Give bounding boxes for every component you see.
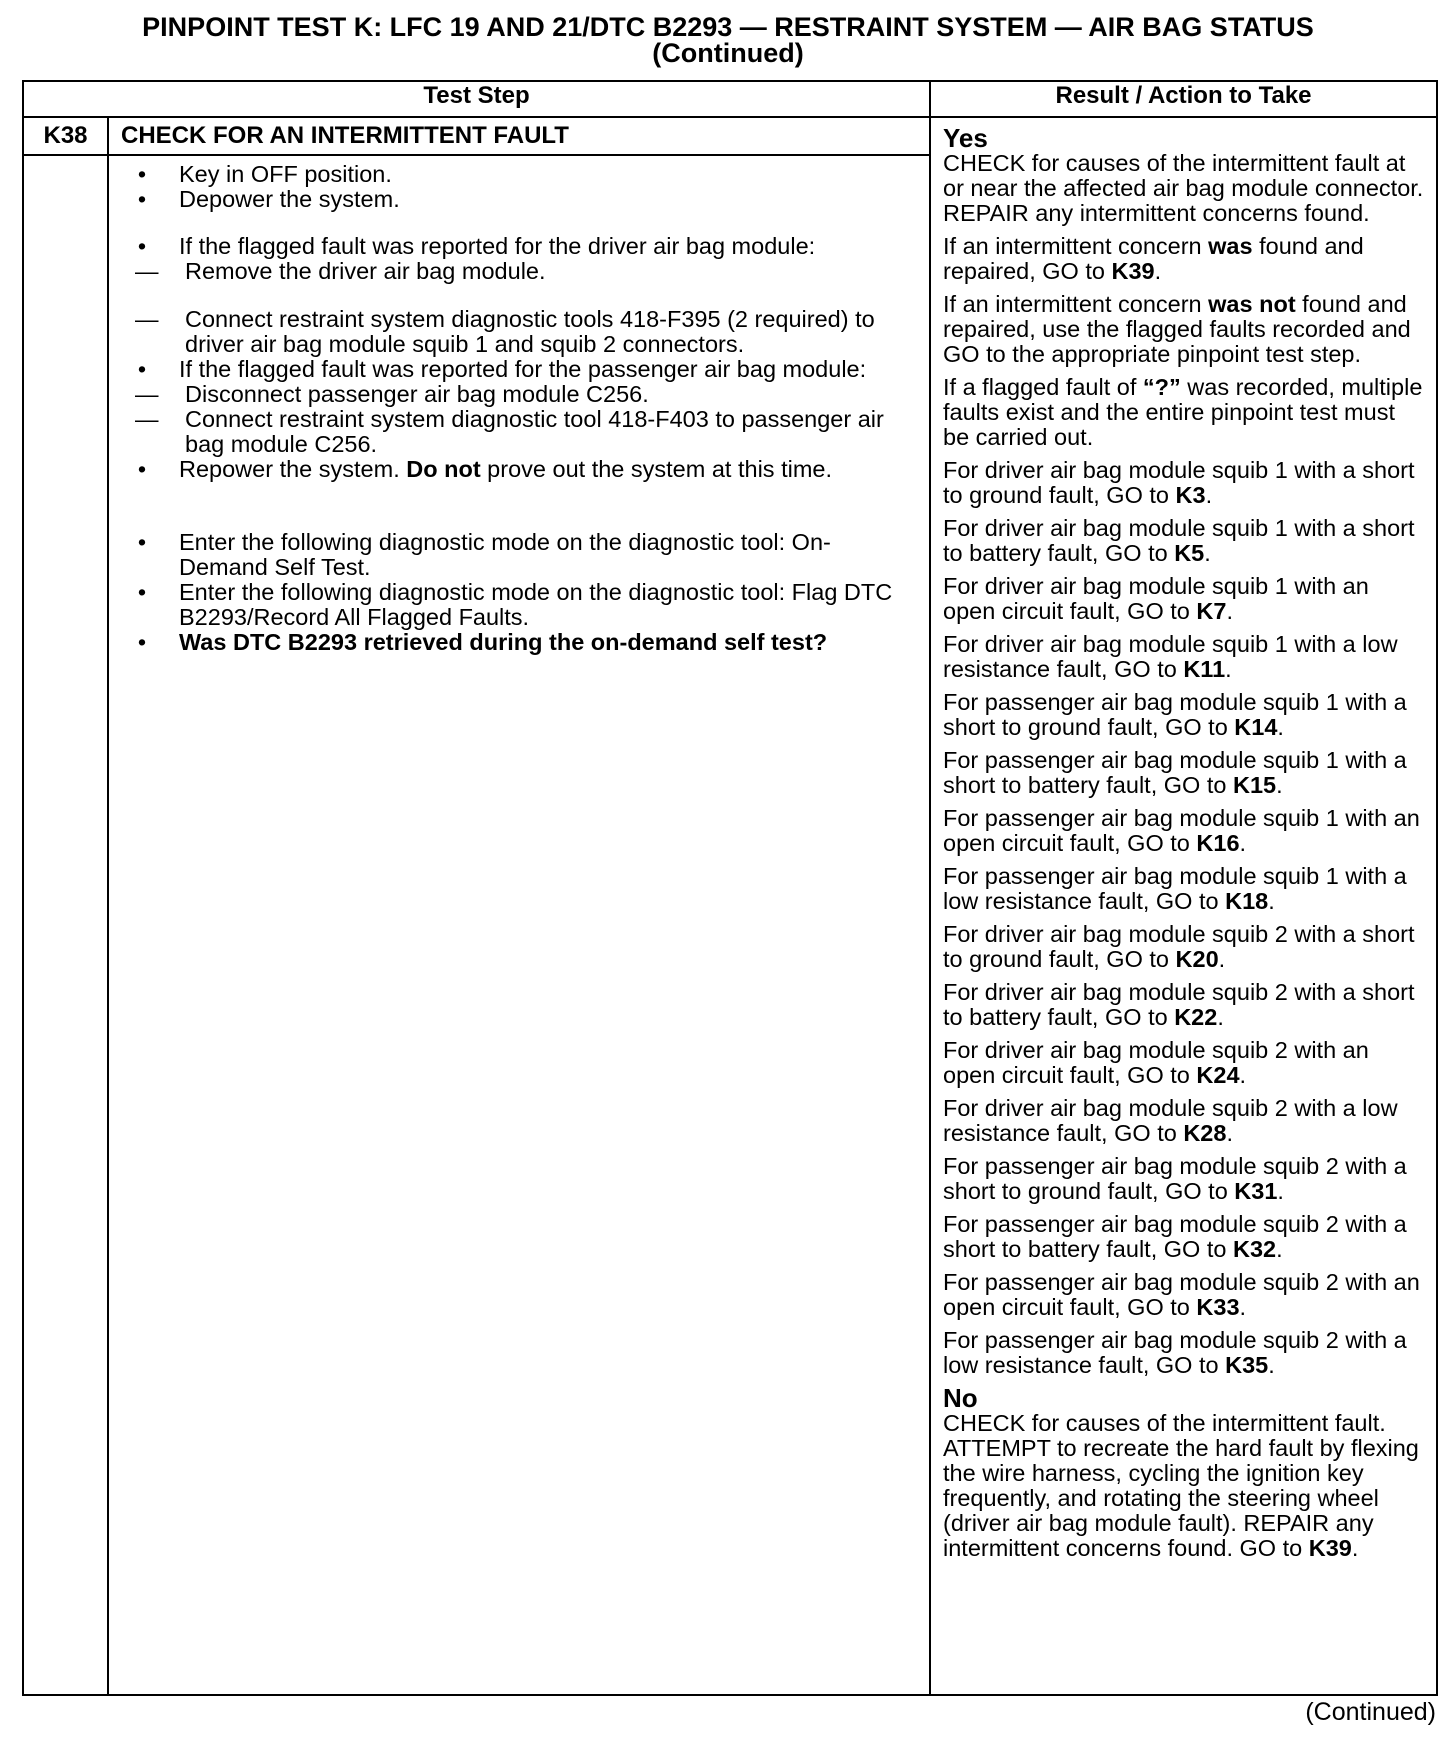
table-header-row <box>23 81 1437 117</box>
fault-routing-item: For passenger air bag module squib 2 with a short to battery fault, GO to K32. <box>943 1211 1407 1262</box>
instruction-item: • Depower the system. <box>137 186 400 212</box>
fault-routing-item: For driver air bag module squib 1 with an open circuit fault, GO to K7. <box>943 573 1369 624</box>
fault-routing-item: For driver air bag module squib 2 with a low resistance fault, GO to K28. <box>943 1095 1398 1146</box>
fault-routing-item: For passenger air bag module squib 1 with an open circuit fault, GO to K16. <box>943 805 1420 856</box>
step-link: K31 <box>1234 1178 1278 1204</box>
step-link: K18 <box>1225 888 1269 914</box>
step-link: K15 <box>1232 772 1277 798</box>
instruction-subitem: — Connect restraint system diagnostic tool 418-F403 to passenger air bag module C256. <box>135 406 884 457</box>
fault-routing-list <box>943 458 1426 1378</box>
fault-routing-item: For passenger air bag module squib 1 with a short to ground fault, GO to K14. <box>943 689 1407 740</box>
step-link: K33 <box>1196 1294 1240 1320</box>
fault-routing-item: For driver air bag module squib 2 with a short to battery fault, GO to K22. <box>943 979 1415 1030</box>
fault-routing-item: For passenger air bag module squib 1 with a low resistance fault, GO to K18. <box>943 863 1407 914</box>
step-link: K24 <box>1196 1062 1240 1088</box>
step-instructions <box>108 155 930 1695</box>
step-link: K11 <box>1183 656 1226 682</box>
title-line-1: PINPOINT TEST K: LFC 19 AND 21/DTC B2293 — RESTRAINT SYSTEM — AIR BAG STATUS <box>142 12 1314 42</box>
fault-routing-item: For driver air bag module squib 1 with a short to ground fault, GO to K3. <box>943 457 1415 508</box>
instruction-item: • Enter the following diagnostic mode on the diagnostic tool: Flag DTC B2293/Record All Flagged Faults. <box>137 579 893 630</box>
step-link: K5 <box>1174 540 1205 566</box>
step-link: K28 <box>1183 1120 1227 1146</box>
header-test-step: Test Step <box>23 81 930 117</box>
step-link: K20 <box>1175 946 1219 972</box>
header-result-action: Result / Action to Take <box>930 81 1437 117</box>
yes-found-repaired: If an intermittent concern was found and repaired, GO to K39. <box>943 233 1364 284</box>
instruction-subitem: — Remove the driver air bag module. <box>135 258 546 284</box>
yes-action: CHECK for causes of the intermittent fault at or near the affected air bag module connector. REPAIR any intermittent concerns found. <box>943 150 1424 226</box>
step-link-k39: K39 <box>1111 258 1155 284</box>
fault-routing-item: For passenger air bag module squib 2 with a short to ground fault, GO to K31. <box>943 1153 1407 1204</box>
step-title-row <box>23 117 1437 155</box>
instruction-subitem: — Disconnect passenger air bag module C256. <box>135 381 649 407</box>
step-link: K35 <box>1225 1352 1269 1378</box>
instruction-item: • Repower the system. Do not prove out the system at this time. <box>137 456 832 482</box>
page-title <box>0 14 1456 66</box>
fault-routing-item: For passenger air bag module squib 2 with an open circuit fault, GO to K33. <box>943 1269 1420 1320</box>
step-link: K22 <box>1174 1004 1218 1030</box>
fault-routing-item: For driver air bag module squib 1 with a low resistance fault, GO to K11. <box>943 631 1398 682</box>
instruction-item: • If the flagged fault was reported for the passenger air bag module: <box>137 356 867 382</box>
step-id-empty <box>23 155 108 1695</box>
fault-routing-item: For passenger air bag module squib 1 with a short to battery fault, GO to K15. <box>943 747 1407 798</box>
fault-routing-item: For passenger air bag module squib 2 with a low resistance fault, GO to K35. <box>943 1327 1407 1378</box>
step-link: K14 <box>1234 714 1278 740</box>
title-line-2: (Continued) <box>652 38 804 68</box>
continued-footer: (Continued) <box>1305 1698 1436 1726</box>
yes-not-found: If an intermittent concern was not found and repaired, use the flagged faults recorded and GO to the appropriate pinpoint test step. <box>943 291 1411 367</box>
instruction-item: • Enter the following diagnostic mode on the diagnostic tool: On-Demand Self Test. <box>137 529 831 580</box>
instruction-item: • If the flagged fault was reported for the driver air bag module: <box>137 233 816 259</box>
step-id: K38 <box>23 117 108 155</box>
instruction-subitem: — Connect restraint system diagnostic tools 418-F395 (2 required) to driver air bag module squib 1 and squib 2 connectors. <box>135 306 875 357</box>
instruction-question: • Was DTC B2293 retrieved during the on-demand self test? <box>137 629 828 655</box>
yes-multiple-faults: If a flagged fault of “?” was recorded, multiple faults exist and the entire pinpoint test must be carried out. <box>943 374 1423 450</box>
yes-label: Yes <box>943 123 988 153</box>
step-link: K32 <box>1232 1236 1277 1262</box>
step-link: K3 <box>1175 482 1206 508</box>
step-link: K7 <box>1196 598 1227 624</box>
fault-routing-item: For driver air bag module squib 2 with a short to ground fault, GO to K20. <box>943 921 1415 972</box>
step-title: CHECK FOR AN INTERMITTENT FAULT <box>108 117 930 155</box>
no-action: CHECK for causes of the intermittent fault. ATTEMPT to recreate the hard fault by flexing the wire harness, cycling the ignition key frequently, and rotating the steering wheel (driver air bag module fault). REPAIR any intermittent concerns found. GO to K39. <box>943 1410 1419 1561</box>
pinpoint-test-table <box>22 80 1438 1696</box>
fault-routing-item: For driver air bag module squib 1 with a short to battery fault, GO to K5. <box>943 515 1415 566</box>
no-label: No <box>943 1383 978 1413</box>
step-link: K16 <box>1196 830 1240 856</box>
instruction-item: • Key in OFF position. <box>137 161 392 187</box>
step-link-k39: K39 <box>1308 1535 1352 1561</box>
result-cell <box>930 117 1437 1695</box>
fault-routing-item: For driver air bag module squib 2 with an open circuit fault, GO to K24. <box>943 1037 1369 1088</box>
